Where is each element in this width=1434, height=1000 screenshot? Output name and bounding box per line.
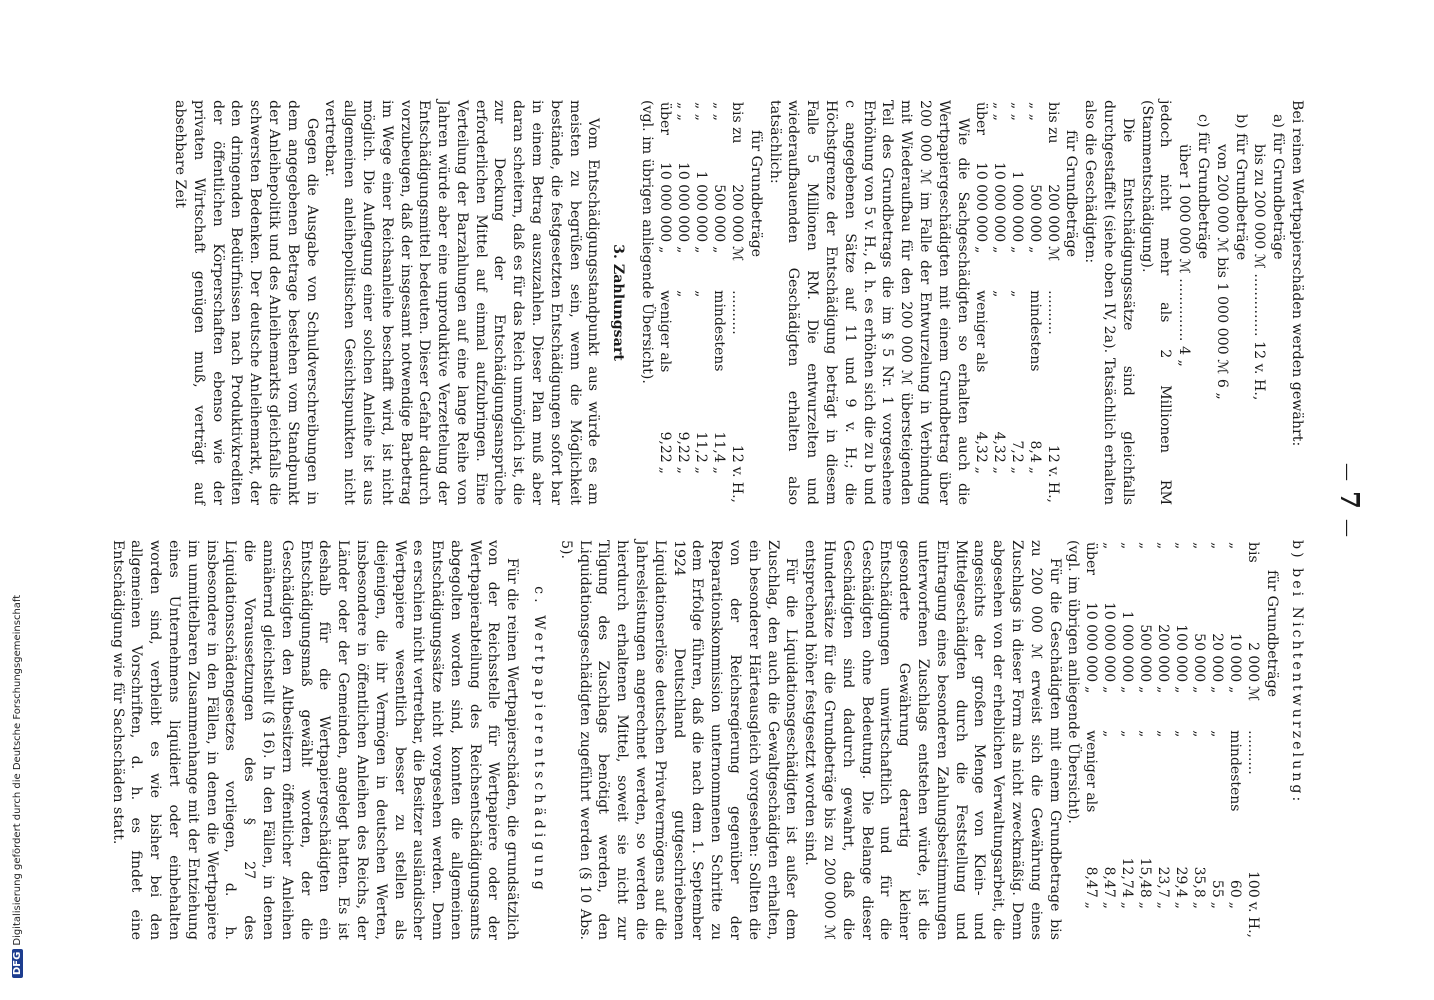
rate-cell-val: 55 xyxy=(1209,879,1226,898)
rate-cell-amt: 200 000 xyxy=(1044,184,1061,243)
rate-cell-qual: „ xyxy=(1155,730,1172,738)
rate-cell-pre: „ „ xyxy=(1008,102,1025,121)
rate-cell-amt: 500 000 xyxy=(711,184,728,243)
section-heading-zahlungsart: 3. Zahlungsart xyxy=(610,244,627,361)
rate-row xyxy=(692,100,710,505)
rate-cell-suf: „ xyxy=(1119,901,1136,909)
rate-cell-val: 11,2 xyxy=(693,431,710,463)
rate-cell-unit: „ xyxy=(1026,246,1043,254)
left-paragraph-1: Die Entschädigungssätze sind gleichfalls durchgestaffelt (siehe oben IV, 2a). Tatsächlich erhalten also die Geschädigten: xyxy=(1082,100,1136,505)
rate-row xyxy=(1026,100,1044,505)
rate-cell-pre: bis xyxy=(1245,542,1262,563)
rate-row xyxy=(710,100,728,505)
rate-cell-qual: mindestens xyxy=(1026,290,1043,372)
rate-cell-amt: 10 000 000 xyxy=(990,162,1007,243)
rate-cell-amt: 50 000 xyxy=(1191,633,1208,683)
rate-row xyxy=(656,100,674,505)
rate-cell-suf: „ xyxy=(675,466,692,474)
rate-cell-unit: „ xyxy=(711,246,728,254)
rate-cell-val: 7,2 xyxy=(1008,440,1025,463)
rate-cell-unit: „ xyxy=(1101,686,1118,694)
rate-cell-val: 23,7 xyxy=(1155,866,1172,898)
rate-cell-pre: „ xyxy=(1137,542,1154,550)
rate-row xyxy=(1082,540,1100,940)
rate-cell-amt: 10 000 000 xyxy=(972,162,989,243)
stamp-text: Digitalisierung gefördert durch die Deutsche Forschungsgemeinschaft xyxy=(12,594,23,946)
rate-cell-suf: v. H., xyxy=(729,466,746,503)
rate-cell-suf: „ xyxy=(1209,901,1226,909)
rate-cell-val: 4,32 xyxy=(990,431,1007,463)
rate-cell-pre: „ „ xyxy=(693,102,710,121)
rate-row xyxy=(1226,540,1244,940)
rate-cell-unit: „ xyxy=(1155,686,1172,694)
rate-cell-amt: 10 000 000 xyxy=(1101,602,1118,683)
rate-cell-amt: 500 000 xyxy=(1026,184,1043,243)
rate-cell-suf: „ xyxy=(1083,901,1100,909)
rate-cell-pre: über xyxy=(1083,542,1100,575)
right-paragraph-3: Für die Liquidationsgeschädigten ist außer dem Zuschlag, den auch die Gewaltgeschädigten erhalten, ein besonderer Härteausgleich vorgesehen: Sollten die von der Reichsregierung gegenüber der Reparationskommission unternommenen Schritte zu dem Erfolge führen, daß die nach dem 1. September 1924 Deutschland gutgeschriebenen Liquidationserlöse deutschen Privatvermögens auf die Jahresleistungen angerechnet werden, so werden die hierdurch erhaltenen Mittel, soweit sie nicht zur Tilgung des Zuschlags benötigt werden, den Liquidationsgeschädigten zugeführt werden (§ 10 Abs. 5). xyxy=(557,540,800,940)
right-paragraph-2: Für die Geschädigten mit einem Grundbetrage bis zu 200 000 ℳ erweist sich die Gewährung eines Zuschlags in dieser Form als nicht zweckmäßig. Denn abgesehen von der erheblichen Verwaltungsarbeit, die angesichts der großen Menge von Klein- und Mittelgeschädigten durch die Feststellung und Eintragung eines besonderen Zahlungsbestimmungen unterworfenen Zuschlags entstehen würde, ist die gesonderte Gewährung derartig kleiner Entschädigungen unwirtschaftlich und für die Geschädigten ohne Bedeutung. Die Belange dieser Geschädigten sind dadurch gewahrt, daß die Hundertsätze für die Grundbeträge bis zu 200 000 ℳ entsprechend höher festgesetzt worden sind. xyxy=(802,540,1063,940)
rate-cell-amt: 20 000 xyxy=(1209,633,1226,683)
rate-cell-unit: „ xyxy=(675,246,692,254)
rate-cell-val: 8,47 xyxy=(1083,866,1100,898)
rate-cell-suf: „ xyxy=(972,466,989,474)
rate-cell-pre: „ xyxy=(1119,542,1136,550)
rate-cell-qual: „ xyxy=(1173,730,1190,738)
rate-cell-unit: „ xyxy=(1083,686,1100,694)
rate-row xyxy=(1008,100,1026,505)
left-note: jedoch nicht mehr als 2 Millionen RM (Stammentschädigung). xyxy=(1138,100,1174,505)
rate-cell-pre: über xyxy=(657,102,674,135)
rate-cell-qual: „ xyxy=(990,290,1007,298)
item-b-label: b) für Grundbeträge xyxy=(1232,114,1249,261)
rate-cell-amt: 200 000 xyxy=(729,184,746,243)
left-paragraph-4: Vom Entschädigungsstandpunkt aus würde es am meisten zu begrüßen sein, wenn die Möglichkeit bestände, die festgesetzten Entschädigungen sofort bar in einem Betrag auszuzahlen. Dieser Plan muß aber daran scheitern, daß es für das Reich unmöglich ist, die zur Deckung der Entschädigungsansprüche erforderlichen Mittel auf einmal aufzubringen. Eine Verteilung der Barzahlungen auf eine lange Reihe von Jahren würde aber eine unproduktive Verzettelung der Entschädigungsmittel bedeuten. Dieser Gefahr dadurch vorzubeugen, daß der insgesamt notwendige Barbetrag im Wege einer Reichsanleihe beschafft wird, ist nicht möglich. Die Auflegung einer solchen Anleihe ist aus allgemeinen anleihepolitischen Gesichtspunkten nicht vertretbar. xyxy=(322,100,602,505)
table1-heading: für Grundbeträge xyxy=(1063,130,1080,258)
rate-cell-val: 15,48 xyxy=(1137,857,1154,898)
rate-table-right xyxy=(1082,540,1262,940)
rate-cell-suf: „ xyxy=(657,466,674,474)
rate-cell-qual: weniger als xyxy=(1083,730,1100,813)
rate-cell-suf: „ xyxy=(1101,901,1118,909)
rate-cell-pre: „ xyxy=(1155,542,1172,550)
rate-cell-val: 12 xyxy=(729,444,746,463)
rate-cell-pre: bis zu xyxy=(729,102,746,144)
rate-cell-val: 60 xyxy=(1227,879,1244,898)
rate-cell-suf: „ xyxy=(711,466,728,474)
rate-cell-qual: „ xyxy=(1209,730,1226,738)
rate-row xyxy=(990,100,1008,505)
rate-cell-val: 9,22 xyxy=(657,431,674,463)
rate-cell-val: 11,4 xyxy=(711,431,728,463)
rate-cell-suf: „ xyxy=(1173,901,1190,909)
rate-cell-pre: „ xyxy=(1209,542,1226,550)
page-number xyxy=(1334,420,1364,580)
rate-cell-suf: v. H., xyxy=(1044,466,1061,503)
page-number-value: 7 xyxy=(1334,490,1364,510)
rate-cell-qual: .......... xyxy=(1044,290,1061,335)
rate-cell-amt: 1 000 000 xyxy=(1008,170,1025,243)
rate-cell-unit: ℳ xyxy=(1245,686,1262,702)
rate-cell-amt: 500 000 xyxy=(1137,624,1154,683)
rate-cell-suf: „ xyxy=(1008,466,1025,474)
rate-row xyxy=(1100,540,1118,940)
rate-cell-val: 9,22 xyxy=(675,431,692,463)
rate-cell-qual: „ xyxy=(1101,730,1118,738)
rate-cell-unit: „ xyxy=(1173,686,1190,694)
left-column xyxy=(170,100,1306,505)
rate-cell-qual: mindestens xyxy=(711,290,728,372)
rate-cell-amt: 10 000 000 xyxy=(657,162,674,243)
item-a-label: a) für Grundbeträge xyxy=(1270,114,1287,260)
rate-cell-unit: „ xyxy=(657,246,674,254)
rate-cell-pre: „ xyxy=(1191,542,1208,550)
rate-cell-unit: „ xyxy=(693,246,710,254)
rate-cell-qual: „ xyxy=(693,290,710,298)
rate-cell-unit: „ xyxy=(1209,686,1226,694)
rate-cell-unit: ℳ xyxy=(1044,246,1061,262)
rate-row xyxy=(1244,540,1262,940)
rate-cell-qual: .......... xyxy=(1245,730,1262,775)
rate-cell-pre: „ „ xyxy=(990,102,1007,121)
rate-row xyxy=(674,100,692,505)
rate-cell-suf: „ xyxy=(1227,901,1244,909)
rate-table-1 xyxy=(972,100,1062,505)
page-number-dash-left: — xyxy=(1337,462,1359,481)
rate-row xyxy=(728,100,746,505)
rate-cell-amt: 1 000 000 xyxy=(1119,610,1136,683)
rate-cell-amt: 1 000 000 xyxy=(693,170,710,243)
rate-cell-unit: „ xyxy=(990,246,1007,254)
rate-cell-qual: „ xyxy=(675,290,692,298)
right-column xyxy=(108,540,1306,940)
rate-row xyxy=(972,100,990,505)
dfg-logo: DFG xyxy=(12,949,23,978)
item-a-line: bis zu 200 000 ℳ .............. 12 v. H., xyxy=(1251,144,1268,401)
rate-cell-pre: „ „ xyxy=(1026,102,1043,121)
right-paragraph-4: Für die reinen Wertpapierschäden, die grundsätzlich von der Reichsstelle für Wertpapiere oder der Wertpapierabteilung des Reichsentschädigungsamts abgegolten worden sind, konnten die allgemeinen Entschädigungssätze nicht vorgesehen werden. Denn es erschien nicht vertretbar, die Besitzer ausländischer Wertpapiere wesentlich besser zu stellen als diejenigen, die ihr Vermögen in deutschen Werten, insbesondere in öffentlichen Anleihen des Reichs, der Länder oder der Gemeinden, angelegt hatten. Es ist deshalb für die Wertpapiergeschädigten ein Entschädigungsmaß gewählt worden, der die Geschädigten den Altbesitzern öffentlicher Anleihen annähernd gleichstellt (§ 16). In den Fällen, in denen die Voraussetzungen des § 27 des Liquidationsschädengesetzes vorliegen, d. h. insbesondere in den Fällen, in denen die Wertpapiere im unmittelbaren Zusammenhange mit der Entziehung eines Unternehmens liquidiert oder einbehalten worden sind, verbleibt es wie bisher bei den allgemeinen Vorschriften, d. h. es findet eine Entschädigung wie für Sachschäden statt. xyxy=(109,540,521,940)
rate-cell-qual: weniger als xyxy=(657,290,674,373)
rate-cell-unit: „ xyxy=(1008,246,1025,254)
page-number-dash-right: — xyxy=(1337,519,1359,538)
rate-cell-suf: „ xyxy=(1137,901,1154,909)
rate-cell-suf: „ xyxy=(990,466,1007,474)
rate-cell-qual: „ xyxy=(1119,730,1136,738)
rate-cell-amt: 10 000 xyxy=(1227,633,1244,683)
item-a xyxy=(1250,100,1288,505)
digitization-stamp xyxy=(12,595,23,978)
rate-cell-unit: ℳ xyxy=(729,246,746,262)
item-b xyxy=(1212,100,1250,505)
rate-cell-qual: .......... xyxy=(729,290,746,335)
rate-cell-val: 100 xyxy=(1245,871,1262,898)
rate-cell-val: 8,4 xyxy=(1026,440,1043,463)
rate-cell-val: 12 xyxy=(1044,444,1061,463)
rate-row xyxy=(1154,540,1172,940)
rate-cell-val: 4,32 xyxy=(972,431,989,463)
rate-cell-qual: „ xyxy=(1191,730,1208,738)
rate-row xyxy=(1044,100,1062,505)
item-c xyxy=(1174,100,1212,505)
rate-cell-amt: 10 000 000 xyxy=(675,162,692,243)
rate-cell-suf: „ xyxy=(693,466,710,474)
rate-cell-pre: über xyxy=(972,102,989,135)
rate-cell-suf: „ xyxy=(1026,466,1043,474)
rate-cell-suf: v. H., xyxy=(1245,901,1262,938)
rate-cell-pre: „ „ xyxy=(711,102,728,121)
rate-cell-pre: „ „ xyxy=(675,102,692,121)
rate-cell-pre: „ xyxy=(1227,542,1244,550)
rate-cell-amt: 200 000 xyxy=(1155,624,1172,683)
rate-row xyxy=(1190,540,1208,940)
subheading-nichtentwurzelung: b) bei Nichtentwurzelung: xyxy=(1289,540,1305,805)
item-b-line: von 200 000 ℳ bis 1 000 000 ℳ 6 „ xyxy=(1213,144,1230,400)
rate-cell-qual: mindestens xyxy=(1227,730,1244,812)
rate-cell-amt: 100 000 xyxy=(1173,624,1190,683)
rate-row xyxy=(1208,540,1226,940)
heading-wertpapierentschaedigung: c. Wertpapierentschädigung xyxy=(531,586,548,894)
rate-cell-val: 12,74 xyxy=(1119,857,1136,898)
left-paragraph-3: (vgl. im übrigen anliegende Übersicht). xyxy=(639,100,656,384)
rate-cell-amt: 10 000 000 xyxy=(1083,602,1100,683)
rate-cell-suf: „ xyxy=(1191,901,1208,909)
rate-cell-val: 29,4 xyxy=(1173,866,1190,898)
rate-cell-unit: „ xyxy=(972,246,989,254)
left-intro: Bei reinen Wertpapierschäden werden gewährt: xyxy=(1289,100,1305,447)
rate-cell-amt: 2 000 xyxy=(1245,642,1262,683)
rate-cell-suf: „ xyxy=(1155,901,1172,909)
rate-row xyxy=(1118,540,1136,940)
rate-row xyxy=(1172,540,1190,940)
rate-cell-pre: „ xyxy=(1101,542,1118,550)
rate-cell-unit: „ xyxy=(1227,686,1244,694)
item-c-label: c) für Grundbeträge xyxy=(1195,114,1212,260)
table2-heading: für Grundbeträge xyxy=(747,130,764,258)
rate-cell-pre: „ xyxy=(1173,542,1190,550)
rate-row xyxy=(1136,540,1154,940)
rate-table-2 xyxy=(656,100,746,505)
rate-cell-val: 35,8 xyxy=(1191,866,1208,898)
right-paragraph-1: (vgl. im übrigen anliegende Übersicht). xyxy=(1065,540,1082,824)
rate-cell-qual: „ xyxy=(1008,290,1025,298)
right-table-heading: für Grundbeträge xyxy=(1264,570,1281,698)
rate-cell-qual: weniger als xyxy=(972,290,989,373)
rate-cell-val: 8,47 xyxy=(1101,866,1118,898)
rate-cell-pre: bis zu xyxy=(1044,102,1061,144)
rate-cell-unit: „ xyxy=(1119,686,1136,694)
left-paragraph-5: Gegen die Ausgabe von Schuldverschreibungen in dem angegebenen Betrage bestehen vom Standpunkt der Anleihepolitik und des Anleihemarkts gleichfalls die schwersten Bedenken. Der deutsche Anleihemarkt, der den dringenden Bedürfnissen nach Produktivkrediten der öffentlichen Körperschaften ebenso wie der privaten Wirtschaft genügen muß, verträgt auf absehbare Zeit xyxy=(171,100,320,505)
rate-cell-qual: „ xyxy=(1137,730,1154,738)
item-c-line: über 1 000 000 ℳ .............. 4 „ xyxy=(1176,144,1193,367)
left-paragraph-2: Wie die Sachgeschädigten so erhalten auch die Wertpapiergeschädigten mit einem Grundbetrag über 200 000 ℳ im Falle der Entwurzelung in Verbindung mit Wiederaufbau für den 200 000 ℳ übersteigenden Teil des Grundbetrags die im § 5 Nr. 1 vorgesehene Erhöhung von 5 v. H., d. h. es erhöhen sich die zu b und c angegebenen Sätze auf 11 und 9 v. H.; die Höchstgrenze der Entschädigung beträgt in diesem Falle 5 Millionen RM. Die entwurzelten und wiederaufbauenden Geschädigten erhalten also tatsächlich: xyxy=(766,100,971,505)
rate-cell-unit: „ xyxy=(1191,686,1208,694)
rate-cell-unit: „ xyxy=(1137,686,1154,694)
